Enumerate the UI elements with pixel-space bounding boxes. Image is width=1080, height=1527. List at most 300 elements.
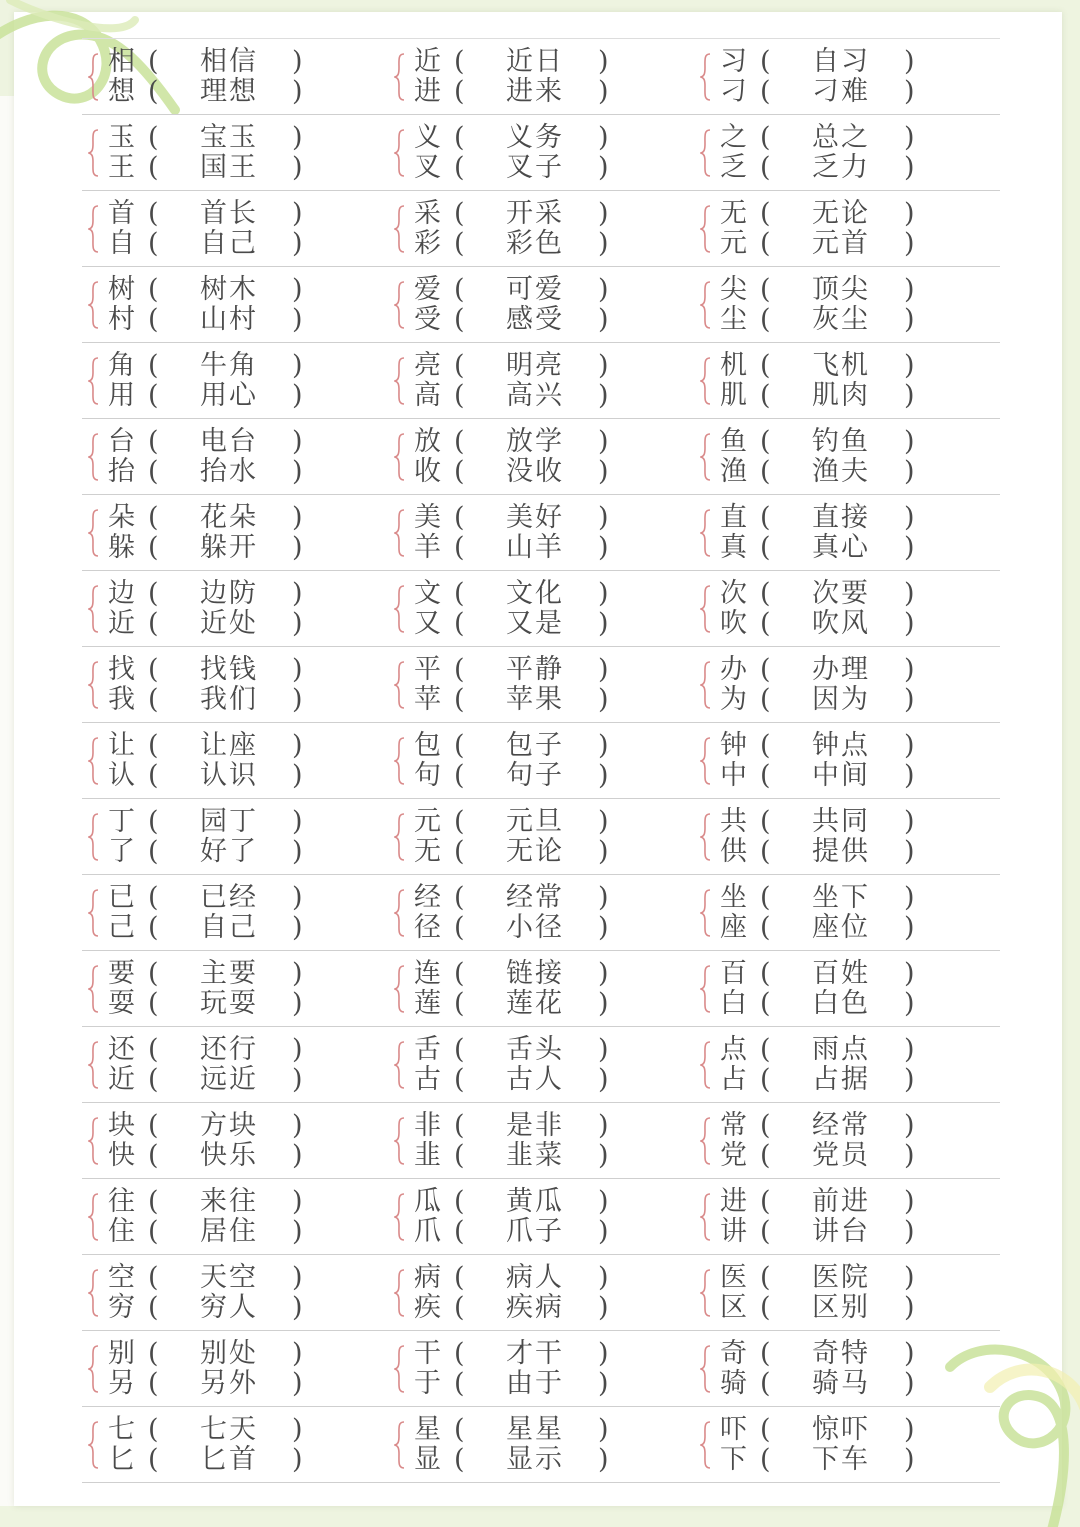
word-1: 近日 — [506, 46, 564, 77]
word-1: 自习 — [812, 46, 870, 77]
open-paren: ( — [454, 1444, 465, 1475]
open-paren: ( — [454, 122, 465, 153]
close-paren: ) — [292, 46, 303, 77]
word-2: 由于 — [506, 1368, 564, 1399]
open-paren: ( — [760, 836, 771, 867]
word-2: 自己 — [200, 228, 258, 259]
brace-icon — [700, 1268, 712, 1318]
brace-icon — [88, 736, 100, 786]
close-paren: ) — [904, 1368, 915, 1399]
close-paren: ) — [292, 882, 303, 913]
open-paren: ( — [148, 1368, 159, 1399]
word-2: 区别 — [812, 1292, 870, 1323]
open-paren: ( — [148, 654, 159, 685]
close-paren: ) — [904, 836, 915, 867]
character-1: 往 — [108, 1186, 135, 1217]
brace-icon — [394, 1116, 406, 1166]
character-2: 古 — [414, 1064, 441, 1095]
character-2: 元 — [720, 228, 747, 259]
word-1: 开采 — [506, 198, 564, 229]
open-paren: ( — [454, 730, 465, 761]
character-2: 抬 — [108, 456, 135, 487]
open-paren: ( — [148, 532, 159, 563]
word-1: 办理 — [812, 654, 870, 685]
word-1: 还行 — [200, 1034, 258, 1065]
word-1: 电台 — [200, 426, 258, 457]
character-2: 耍 — [108, 988, 135, 1019]
close-paren: ) — [598, 958, 609, 989]
word-2: 白色 — [812, 988, 870, 1019]
char-pair-group — [694, 1407, 994, 1482]
open-paren: ( — [148, 122, 159, 153]
open-paren: ( — [148, 228, 159, 259]
open-paren: ( — [148, 304, 159, 335]
brace-icon — [700, 1420, 712, 1470]
word-1: 已经 — [200, 882, 258, 913]
char-pair-group — [82, 1331, 382, 1406]
character-2: 苹 — [414, 684, 441, 715]
worksheet-row — [82, 1331, 1000, 1407]
word-2: 叉子 — [506, 152, 564, 183]
word-1: 钟点 — [812, 730, 870, 761]
brace-icon — [88, 52, 100, 102]
open-paren: ( — [454, 274, 465, 305]
character-2: 受 — [414, 304, 441, 335]
close-paren: ) — [598, 198, 609, 229]
brace-icon — [700, 812, 712, 862]
character-2: 韭 — [414, 1140, 441, 1171]
worksheet-row — [82, 38, 1000, 115]
close-paren: ) — [904, 1338, 915, 1369]
close-paren: ) — [598, 304, 609, 335]
word-1: 花朵 — [200, 502, 258, 533]
brace-icon — [700, 736, 712, 786]
brace-icon — [394, 356, 406, 406]
close-paren: ) — [598, 730, 609, 761]
word-1: 共同 — [812, 806, 870, 837]
char-pair-group — [694, 1103, 994, 1178]
close-paren: ) — [292, 836, 303, 867]
close-paren: ) — [904, 1034, 915, 1065]
brace-icon — [700, 52, 712, 102]
open-paren: ( — [454, 684, 465, 715]
character-1: 树 — [108, 274, 135, 305]
character-2: 爪 — [414, 1216, 441, 1247]
word-1: 奇特 — [812, 1338, 870, 1369]
brace-icon — [88, 812, 100, 862]
worksheet-row — [82, 343, 1000, 419]
character-1: 朵 — [108, 502, 135, 533]
word-2: 骑马 — [812, 1368, 870, 1399]
open-paren: ( — [760, 1064, 771, 1095]
word-2: 古人 — [506, 1064, 564, 1095]
worksheet-row — [82, 419, 1000, 495]
word-2: 渔夫 — [812, 456, 870, 487]
open-paren: ( — [454, 1292, 465, 1323]
open-paren: ( — [760, 152, 771, 183]
close-paren: ) — [598, 350, 609, 381]
character-1: 病 — [414, 1262, 441, 1293]
word-1: 经常 — [812, 1110, 870, 1141]
char-pair-group — [388, 39, 688, 114]
word-1: 找钱 — [200, 654, 258, 685]
char-pair-group — [388, 495, 688, 570]
word-1: 可爱 — [506, 274, 564, 305]
char-pair-group — [82, 1027, 382, 1102]
char-pair-group — [82, 115, 382, 190]
word-2: 疾病 — [506, 1292, 564, 1323]
close-paren: ) — [904, 274, 915, 305]
open-paren: ( — [454, 502, 465, 533]
character-1: 义 — [414, 122, 441, 153]
close-paren: ) — [598, 1368, 609, 1399]
open-paren: ( — [454, 836, 465, 867]
brace-icon — [88, 280, 100, 330]
close-paren: ) — [598, 684, 609, 715]
close-paren: ) — [598, 228, 609, 259]
open-paren: ( — [148, 1338, 159, 1369]
worksheet-row — [82, 1407, 1000, 1483]
open-paren: ( — [760, 198, 771, 229]
worksheet-row — [82, 1027, 1000, 1103]
character-2: 近 — [108, 1064, 135, 1095]
word-1: 包子 — [506, 730, 564, 761]
character-2: 句 — [414, 760, 441, 791]
close-paren: ) — [598, 76, 609, 107]
word-2: 无论 — [506, 836, 564, 867]
word-1: 飞机 — [812, 350, 870, 381]
word-1: 星星 — [506, 1414, 564, 1445]
character-2: 住 — [108, 1216, 135, 1247]
word-2: 躲开 — [200, 532, 258, 563]
word-2: 进来 — [506, 76, 564, 107]
character-2: 吹 — [720, 608, 747, 639]
char-pair-group — [82, 191, 382, 266]
open-paren: ( — [148, 426, 159, 457]
close-paren: ) — [904, 988, 915, 1019]
word-2: 又是 — [506, 608, 564, 639]
close-paren: ) — [904, 958, 915, 989]
close-paren: ) — [292, 1034, 303, 1065]
close-paren: ) — [598, 152, 609, 183]
word-2: 穷人 — [200, 1292, 258, 1323]
word-1: 文化 — [506, 578, 564, 609]
open-paren: ( — [760, 684, 771, 715]
open-paren: ( — [148, 1262, 159, 1293]
close-paren: ) — [904, 228, 915, 259]
character-1: 习 — [720, 46, 747, 77]
word-1: 总之 — [812, 122, 870, 153]
close-paren: ) — [904, 608, 915, 639]
close-paren: ) — [292, 1444, 303, 1475]
close-paren: ) — [292, 730, 303, 761]
char-pair-group — [694, 343, 994, 418]
close-paren: ) — [904, 1064, 915, 1095]
open-paren: ( — [760, 988, 771, 1019]
word-2: 自己 — [200, 912, 258, 943]
character-1: 让 — [108, 730, 135, 761]
close-paren: ) — [292, 912, 303, 943]
close-paren: ) — [598, 532, 609, 563]
close-paren: ) — [904, 532, 915, 563]
character-1: 玉 — [108, 122, 135, 153]
open-paren: ( — [454, 1110, 465, 1141]
open-paren: ( — [760, 1368, 771, 1399]
brace-icon — [700, 1040, 712, 1090]
open-paren: ( — [760, 882, 771, 913]
character-2: 显 — [414, 1444, 441, 1475]
word-2: 居住 — [200, 1216, 258, 1247]
word-2: 没收 — [506, 456, 564, 487]
open-paren: ( — [454, 806, 465, 837]
word-2: 认识 — [200, 760, 258, 791]
char-pair-group — [694, 723, 994, 798]
brace-icon — [394, 1420, 406, 1470]
character-1: 机 — [720, 350, 747, 381]
word-2: 韭菜 — [506, 1140, 564, 1171]
open-paren: ( — [148, 1034, 159, 1065]
close-paren: ) — [292, 806, 303, 837]
character-1: 美 — [414, 502, 441, 533]
close-paren: ) — [598, 122, 609, 153]
brace-icon — [88, 1192, 100, 1242]
close-paren: ) — [292, 274, 303, 305]
brace-icon — [88, 508, 100, 558]
brace-icon — [700, 584, 712, 634]
word-2: 占据 — [812, 1064, 870, 1095]
close-paren: ) — [292, 958, 303, 989]
open-paren: ( — [454, 882, 465, 913]
char-pair-group — [388, 1331, 688, 1406]
character-1: 亮 — [414, 350, 441, 381]
close-paren: ) — [292, 1140, 303, 1171]
open-paren: ( — [148, 76, 159, 107]
close-paren: ) — [904, 1444, 915, 1475]
char-pair-group — [388, 1407, 688, 1482]
word-1: 前进 — [812, 1186, 870, 1217]
open-paren: ( — [454, 152, 465, 183]
word-2: 匕首 — [200, 1444, 258, 1475]
char-pair-group — [82, 1179, 382, 1254]
open-paren: ( — [760, 912, 771, 943]
char-pair-group — [388, 647, 688, 722]
char-pair-group — [694, 115, 994, 190]
char-pair-group — [82, 267, 382, 342]
open-paren: ( — [148, 1186, 159, 1217]
open-paren: ( — [454, 1140, 465, 1171]
worksheet-row — [82, 191, 1000, 267]
character-2: 彩 — [414, 228, 441, 259]
close-paren: ) — [904, 760, 915, 791]
word-2: 中间 — [812, 760, 870, 791]
word-1: 让座 — [200, 730, 258, 761]
word-1: 来往 — [200, 1186, 258, 1217]
brace-icon — [700, 508, 712, 558]
char-pair-group — [82, 1255, 382, 1330]
character-1: 干 — [414, 1338, 441, 1369]
open-paren: ( — [148, 608, 159, 639]
close-paren: ) — [904, 1292, 915, 1323]
close-paren: ) — [598, 274, 609, 305]
word-1: 义务 — [506, 122, 564, 153]
open-paren: ( — [148, 578, 159, 609]
brace-icon — [700, 660, 712, 710]
close-paren: ) — [292, 1064, 303, 1095]
char-pair-group — [82, 875, 382, 950]
character-1: 非 — [414, 1110, 441, 1141]
open-paren: ( — [760, 1110, 771, 1141]
character-2: 刁 — [720, 76, 747, 107]
word-2: 彩色 — [506, 228, 564, 259]
character-2: 中 — [720, 760, 747, 791]
brace-icon — [88, 1116, 100, 1166]
character-1: 连 — [414, 958, 441, 989]
word-2: 真心 — [812, 532, 870, 563]
close-paren: ) — [904, 1110, 915, 1141]
close-paren: ) — [904, 912, 915, 943]
close-paren: ) — [292, 608, 303, 639]
character-2: 了 — [108, 836, 135, 867]
open-paren: ( — [760, 502, 771, 533]
word-2: 山羊 — [506, 532, 564, 563]
character-2: 区 — [720, 1292, 747, 1323]
open-paren: ( — [454, 380, 465, 411]
word-1: 黄瓜 — [506, 1186, 564, 1217]
open-paren: ( — [148, 730, 159, 761]
open-paren: ( — [454, 426, 465, 457]
character-2: 占 — [720, 1064, 747, 1095]
character-1: 块 — [108, 1110, 135, 1141]
brace-icon — [394, 888, 406, 938]
close-paren: ) — [904, 198, 915, 229]
open-paren: ( — [760, 1262, 771, 1293]
brace-icon — [88, 660, 100, 710]
word-1: 是非 — [506, 1110, 564, 1141]
word-2: 讲台 — [812, 1216, 870, 1247]
close-paren: ) — [904, 426, 915, 457]
word-1: 树木 — [200, 274, 258, 305]
character-1: 还 — [108, 1034, 135, 1065]
word-1: 首长 — [200, 198, 258, 229]
character-1: 采 — [414, 198, 441, 229]
brace-icon — [394, 432, 406, 482]
brace-icon — [88, 128, 100, 178]
open-paren: ( — [454, 608, 465, 639]
character-1: 之 — [720, 122, 747, 153]
close-paren: ) — [598, 608, 609, 639]
char-pair-group — [388, 267, 688, 342]
close-paren: ) — [904, 456, 915, 487]
word-2: 抬水 — [200, 456, 258, 487]
open-paren: ( — [454, 304, 465, 335]
char-pair-group — [388, 951, 688, 1026]
char-pair-group — [694, 419, 994, 494]
char-pair-group — [82, 951, 382, 1026]
word-1: 相信 — [200, 46, 258, 77]
word-2: 国王 — [200, 152, 258, 183]
open-paren: ( — [760, 1414, 771, 1445]
open-paren: ( — [148, 912, 159, 943]
brace-icon — [88, 432, 100, 482]
open-paren: ( — [760, 350, 771, 381]
close-paren: ) — [292, 1216, 303, 1247]
close-paren: ) — [904, 684, 915, 715]
close-paren: ) — [598, 1110, 609, 1141]
brace-icon — [394, 280, 406, 330]
character-1: 相 — [108, 46, 135, 77]
open-paren: ( — [760, 456, 771, 487]
character-1: 吓 — [720, 1414, 747, 1445]
brace-icon — [700, 1192, 712, 1242]
open-paren: ( — [760, 1186, 771, 1217]
close-paren: ) — [598, 882, 609, 913]
open-paren: ( — [760, 122, 771, 153]
close-paren: ) — [904, 1216, 915, 1247]
char-pair-group — [694, 191, 994, 266]
char-pair-group — [388, 723, 688, 798]
brace-icon — [394, 660, 406, 710]
close-paren: ) — [598, 1444, 609, 1475]
character-1: 星 — [414, 1414, 441, 1445]
character-2: 尘 — [720, 304, 747, 335]
open-paren: ( — [148, 806, 159, 837]
character-2: 座 — [720, 912, 747, 943]
open-paren: ( — [454, 76, 465, 107]
char-pair-group — [694, 495, 994, 570]
char-pair-group — [694, 799, 994, 874]
open-paren: ( — [760, 1444, 771, 1475]
open-paren: ( — [148, 1444, 159, 1475]
close-paren: ) — [904, 730, 915, 761]
close-paren: ) — [598, 836, 609, 867]
word-2: 好了 — [200, 836, 258, 867]
char-pair-group — [82, 419, 382, 494]
word-1: 别处 — [200, 1338, 258, 1369]
character-2: 近 — [108, 608, 135, 639]
character-2: 真 — [720, 532, 747, 563]
close-paren: ) — [904, 806, 915, 837]
close-paren: ) — [292, 304, 303, 335]
close-paren: ) — [292, 1262, 303, 1293]
close-paren: ) — [598, 1034, 609, 1065]
brace-icon — [700, 888, 712, 938]
character-1: 文 — [414, 578, 441, 609]
character-2: 认 — [108, 760, 135, 791]
character-1: 空 — [108, 1262, 135, 1293]
char-pair-group — [694, 267, 994, 342]
close-paren: ) — [904, 1140, 915, 1171]
character-2: 躲 — [108, 532, 135, 563]
close-paren: ) — [292, 1368, 303, 1399]
character-2: 疾 — [414, 1292, 441, 1323]
brace-icon — [394, 52, 406, 102]
open-paren: ( — [760, 426, 771, 457]
close-paren: ) — [292, 760, 303, 791]
character-2: 匕 — [108, 1444, 135, 1475]
char-pair-group — [388, 1179, 688, 1254]
character-1: 已 — [108, 882, 135, 913]
character-2: 高 — [414, 380, 441, 411]
brace-icon — [700, 432, 712, 482]
word-2: 用心 — [200, 380, 258, 411]
open-paren: ( — [148, 958, 159, 989]
brace-icon — [394, 1192, 406, 1242]
word-1: 病人 — [506, 1262, 564, 1293]
brace-icon — [88, 1268, 100, 1318]
character-2: 我 — [108, 684, 135, 715]
close-paren: ) — [292, 654, 303, 685]
word-1: 方块 — [200, 1110, 258, 1141]
